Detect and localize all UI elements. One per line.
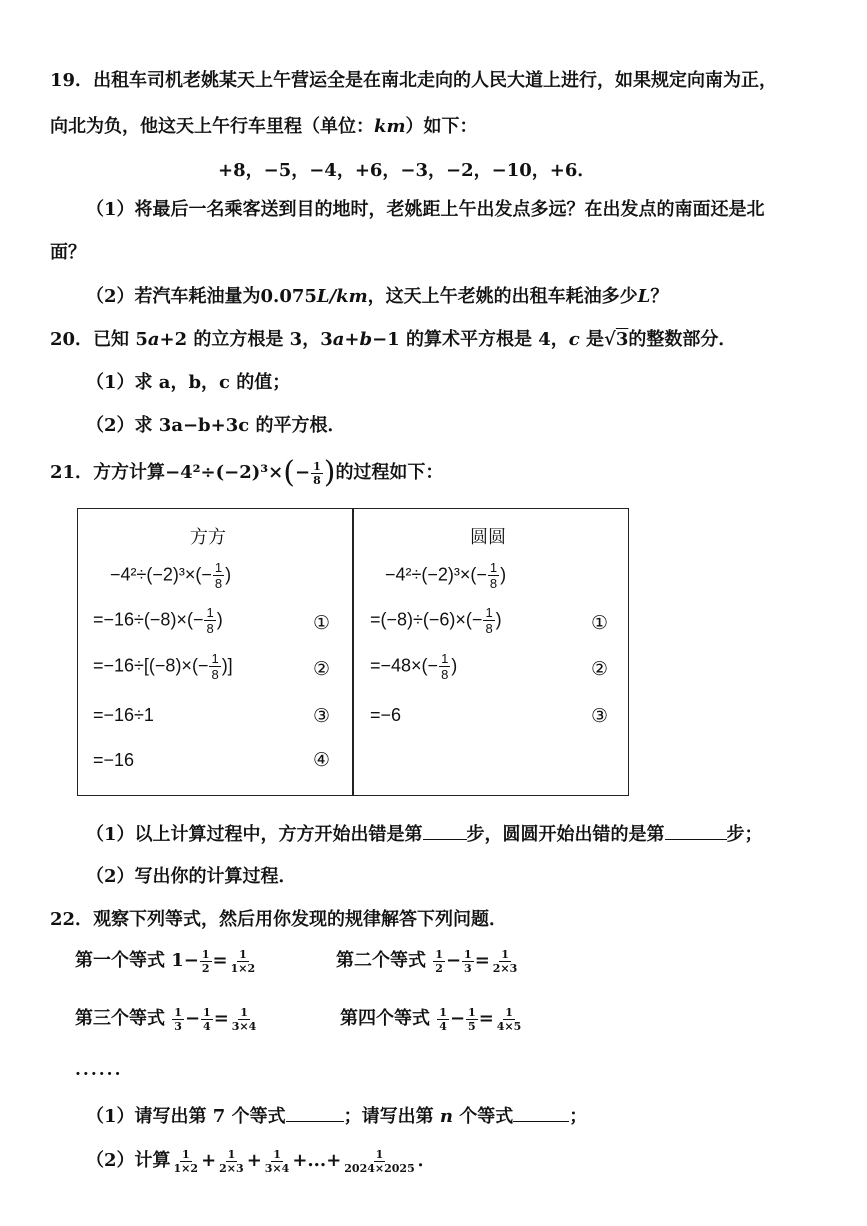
row-expression-end: )	[216, 609, 223, 630]
frac-den: 3×4	[231, 1019, 257, 1033]
fraction	[263, 1149, 292, 1174]
fraction	[213, 561, 224, 590]
q22-part1-text-a: （1）请写出第 7 个等式	[86, 1106, 286, 1127]
equation-label: 第一个等式	[75, 950, 165, 971]
frac-num: 1	[227, 1147, 236, 1161]
fraction	[204, 606, 215, 635]
row-expression-end: )]	[221, 655, 233, 676]
fraction	[466, 1007, 478, 1032]
row-expression: =−16÷[(−8)×(−	[93, 655, 209, 676]
q20-text-f: 的整数部分．	[628, 329, 737, 350]
frac-den: 3	[174, 1019, 182, 1033]
frac-num: 1	[273, 1147, 281, 1161]
step-marker-3: ③	[313, 705, 331, 727]
frac-num: 1	[214, 560, 223, 575]
frac-den: 2	[201, 961, 210, 975]
q19-line1	[50, 66, 777, 92]
q19-part2-text-b: ，这天上午老姚的出租车耗油多少	[367, 286, 638, 307]
right-row-2	[370, 652, 457, 681]
frac-num: 1	[464, 947, 472, 961]
q22-number: 22．	[50, 909, 94, 930]
q22-part2-text: （2）计算	[86, 1150, 171, 1171]
q22-part1-text-b: ；请写出第	[343, 1106, 434, 1127]
left-row-3: =−16÷1	[93, 705, 154, 725]
q20-number: 20．	[50, 329, 94, 350]
q22-intro: 观察下列等式，然后用你发现的规律解答下列问题．	[93, 909, 508, 930]
q20-text-e: 是	[579, 329, 605, 350]
frac-den: 8	[211, 667, 219, 682]
step-marker-2: ②	[591, 658, 609, 680]
row-expression: =−48×(−	[370, 655, 439, 676]
q21-part2: （2）写出你的计算过程．	[86, 866, 297, 887]
q20-sqrt-num: 3	[615, 329, 629, 350]
q19-text-1: 出租车司机老姚某天上午营运全是在南北走向的人民大道上进行，如果规定向南为正，	[93, 70, 778, 91]
frac-den: 2×3	[492, 961, 518, 975]
q19-text-2b: ）如下：	[405, 116, 478, 137]
q20-var-a: a	[332, 329, 345, 350]
frac-den: 2024×2025	[344, 1161, 415, 1175]
frac-num: 1	[211, 651, 219, 666]
equation-label: 第三个等式	[75, 1008, 165, 1029]
frac-den: 1×2	[230, 961, 256, 975]
frac-num: 1	[313, 459, 321, 473]
q19-part2-unit: L	[637, 286, 651, 307]
q19-rate-unit: L/km	[316, 286, 368, 307]
frac-num: 1	[240, 1005, 248, 1019]
row-expression: =−16÷(−8)×(−	[93, 609, 204, 630]
q20-text-a: 已知 5	[93, 329, 148, 350]
q21-tail: 的过程如下：	[335, 462, 444, 483]
frac-num: 1	[489, 560, 498, 575]
fraction	[217, 1149, 246, 1174]
fraction	[342, 1149, 416, 1174]
fraction	[229, 949, 258, 974]
ellipsis: ......	[75, 1060, 123, 1080]
q19-rate: 0.075	[260, 286, 317, 307]
frac-den: 4	[439, 1019, 447, 1033]
q21-part1-text-b: 步，圆圆开始出错的是第	[466, 824, 665, 845]
q21-expression: −4²÷(−2)³×	[165, 462, 284, 483]
fraction	[437, 1007, 449, 1032]
q22-var-n: n	[439, 1106, 453, 1127]
q20-part2: （2）求 3a−b+3c 的平方根．	[86, 415, 346, 436]
fraction	[433, 949, 445, 974]
fraction	[495, 1007, 524, 1032]
q22-stem	[50, 905, 507, 931]
frac-den: 4×5	[496, 1019, 522, 1033]
q19-unit: km	[374, 116, 406, 137]
right-row-3: =−6	[370, 705, 402, 725]
fraction	[462, 949, 474, 974]
q21-stem: 21．方方计算−4²÷(−2)³×(− $\frac{1}{8}$ )的过程如下：	[50, 455, 444, 490]
right-row-0	[385, 561, 506, 590]
frac-den: 8	[214, 576, 223, 591]
paren-right: )	[323, 455, 336, 490]
left-row-4: =−16	[93, 750, 135, 770]
sqrt-symbol: √3	[604, 329, 629, 350]
fraction	[172, 1149, 201, 1174]
fraction	[483, 606, 494, 635]
frac-den: 2×3	[219, 1161, 244, 1175]
fraction	[209, 652, 220, 681]
frac-num: 1	[439, 1005, 447, 1019]
frac-num: 1	[435, 947, 443, 961]
fraction	[201, 1007, 213, 1032]
q20-var-c: c	[568, 329, 580, 350]
equation-2: 第二个等式 $\frac{1}{2}$ − $\frac{1}{3}$ = $\frac{1}{2\times 3}$	[336, 947, 518, 975]
frac-num: 1	[181, 1147, 190, 1161]
frac-den: 8	[313, 473, 321, 487]
q19-part1-cont: 面？	[50, 242, 86, 263]
answer-blank[interactable]	[665, 838, 727, 840]
q19-part2-text-a: （2）若汽车耗油量为	[86, 286, 261, 307]
q19-line2	[50, 112, 478, 138]
row-expression: =(−8)÷(−6)×(−	[370, 609, 483, 630]
right-row-1	[370, 606, 502, 635]
fraction	[488, 561, 499, 590]
frac-den: 3×4	[264, 1161, 290, 1175]
left-row-2	[93, 652, 233, 681]
step-marker-1: ①	[591, 612, 609, 634]
left-row-0	[110, 561, 231, 590]
left-row-1	[93, 606, 223, 635]
q19-text-2a: 向北为负，他这天上午行车里程（单位：	[50, 116, 374, 137]
q19-number: 19．	[50, 70, 94, 91]
q20-text-b: +2 的立方根是 3，3	[159, 329, 333, 350]
frac-num: 1	[206, 605, 214, 620]
q21-part1-text-a: （1）以上计算过程中，方方开始出错是第	[86, 824, 423, 845]
frac-num: 1	[505, 1005, 513, 1019]
row-expression: −4²÷(−2)³×(−	[385, 564, 487, 585]
answer-blank[interactable]	[286, 1120, 344, 1122]
frac-num: 1	[468, 1005, 476, 1019]
fraction	[311, 461, 323, 486]
frac-num: 1	[239, 947, 247, 961]
frac-num: 1	[201, 947, 210, 961]
answer-blank[interactable]	[423, 838, 467, 840]
frac-num: 1	[501, 947, 509, 961]
q20-text-c: +	[344, 329, 360, 350]
row-expression-end: )	[495, 609, 502, 630]
frac-den: 8	[206, 621, 214, 636]
paren-left: (	[283, 455, 295, 490]
row-expression-end: )	[500, 564, 507, 585]
fraction	[230, 1007, 259, 1032]
frac-num: 1	[441, 651, 449, 666]
q20-part1: （1）求 a，b，c 的值；	[86, 372, 291, 393]
frac-den: 8	[485, 621, 493, 636]
frac-den: 1×2	[173, 1161, 199, 1175]
frac-den: 2	[435, 961, 443, 975]
q21-part1-text-c: 步；	[726, 824, 763, 845]
q21-intro: 方方计算	[93, 462, 166, 483]
q22-part1-text-d: ；	[569, 1106, 588, 1127]
step-marker-3: ③	[591, 705, 609, 727]
equation-3: 第三个等式 $\frac{1}{3}$ − $\frac{1}{4}$ = $\frac{1}{3\times 4}$	[75, 1005, 257, 1033]
right-header: 圆圆	[470, 527, 506, 547]
row-expression: −4²÷(−2)³×(−	[110, 564, 212, 585]
frac-den: 3	[464, 961, 472, 975]
q22-part1-text-c: 个等式	[459, 1106, 514, 1127]
frac-num: 1	[203, 1005, 211, 1019]
q21-number: 21．	[50, 462, 94, 483]
row-expression-end: )	[225, 564, 232, 585]
q20-text-d: −1 的算术平方根是 4，	[372, 329, 569, 350]
equation-label: 第二个等式	[336, 950, 426, 971]
table-divider	[352, 508, 354, 796]
q19-part2	[86, 282, 668, 308]
equation-1: 第一个等式 1− $\frac{1}{2}$ = $\frac{1}{1\times 2}$	[75, 947, 256, 975]
step-marker-1: ①	[313, 612, 331, 634]
q22-part1	[86, 1102, 587, 1128]
frac-den: 5	[468, 1019, 476, 1033]
fraction	[439, 652, 450, 681]
q19-part2-text-c: ？	[650, 286, 669, 307]
q21-part1	[86, 820, 763, 846]
frac-den: 4	[203, 1019, 211, 1033]
q22-part2-end: ．	[417, 1150, 436, 1171]
q19-part1: （1）将最后一名乘客送到目的地时，老姚距上午出发点多远？在出发点的南面还是北	[86, 199, 765, 220]
fraction	[491, 949, 520, 974]
step-marker-2: ②	[313, 658, 331, 680]
q20-stem	[50, 325, 736, 351]
frac-num: 1	[485, 605, 493, 620]
row-expression-end: )	[451, 655, 458, 676]
left-header: 方方	[190, 527, 226, 547]
fraction	[172, 1007, 184, 1032]
fraction	[200, 949, 212, 974]
answer-blank[interactable]	[513, 1120, 569, 1122]
q20-var-a: a	[147, 329, 160, 350]
step-marker-4: ④	[313, 749, 331, 771]
frac-den: 8	[489, 576, 498, 591]
q22-part2: （2）计算 $\frac{1}{1\times 2}$ + $\frac{1}{2\times 3}$ + $\frac{1}{3\times 4}$ +...+ $\frac{1}{2024\times 2025}$ ．	[86, 1147, 436, 1175]
equation-label: 第四个等式	[340, 1008, 430, 1029]
frac-num: 1	[375, 1147, 384, 1161]
frac-num: 1	[174, 1005, 182, 1019]
equation-4: 第四个等式 $\frac{1}{4}$ − $\frac{1}{5}$ = $\frac{1}{4\times 5}$	[340, 1005, 522, 1033]
frac-den: 8	[441, 667, 449, 682]
q19-mileage: +8，−5，−4，+6，−3，−2，−10，+6．	[218, 160, 596, 181]
q20-var-b: b	[359, 329, 373, 350]
